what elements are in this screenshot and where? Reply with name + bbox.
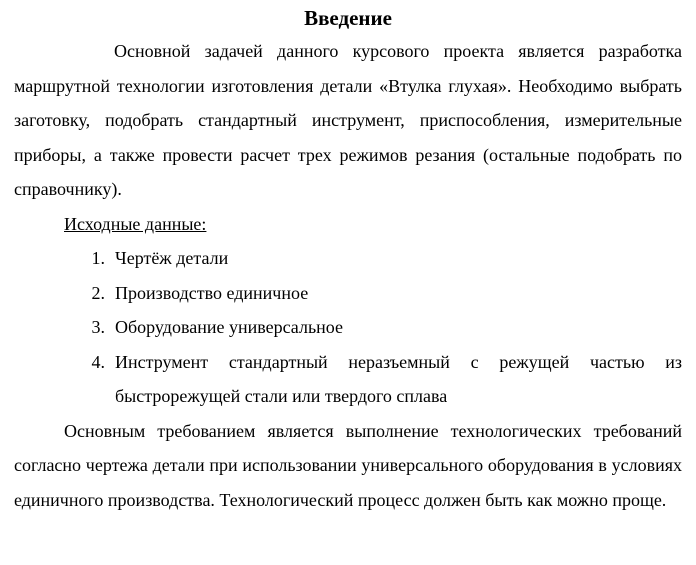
- document-title: Введение: [304, 6, 392, 30]
- list-item: [14, 310, 682, 345]
- list-item-number: 2.: [91, 282, 105, 303]
- list-item: [14, 276, 682, 311]
- conclusion-paragraph: Основным требованием является выполнение технологических требований согласно чертежа детали при использовании универсального оборудования в условиях единичного производства. Технологический процесс должен быть как можно проще.: [14, 420, 682, 510]
- list-item: [14, 345, 682, 414]
- list-item: [14, 241, 682, 276]
- source-data-list: [14, 241, 682, 414]
- intro-paragraph: Основной задачей данного курсового проекта является разработка маршрутной технологии изготовления детали «Втулка глухая». Необходимо выбрать заготовку, подобрать стандартный инструмент, приспособления, измерительные приборы, а также провести расчет трех режимов резания (остальные подобрать по справочнику).: [14, 41, 682, 199]
- source-data-heading: [14, 207, 682, 242]
- list-item-number: 3.: [91, 317, 105, 337]
- list-item-text: Оборудование универсальное: [115, 317, 343, 337]
- list-item-text: Производство единичное: [115, 282, 309, 303]
- list-item-number: 1.: [91, 248, 105, 268]
- list-item-text: Инструмент стандартный неразъемный с режущей частью из быстрорежущей стали или твердого сплава: [115, 351, 682, 406]
- list-item-text: Чертёж детали: [115, 248, 229, 268]
- source-data-heading-text: Исходные данные:: [64, 213, 207, 234]
- list-item-number: 4.: [91, 351, 105, 372]
